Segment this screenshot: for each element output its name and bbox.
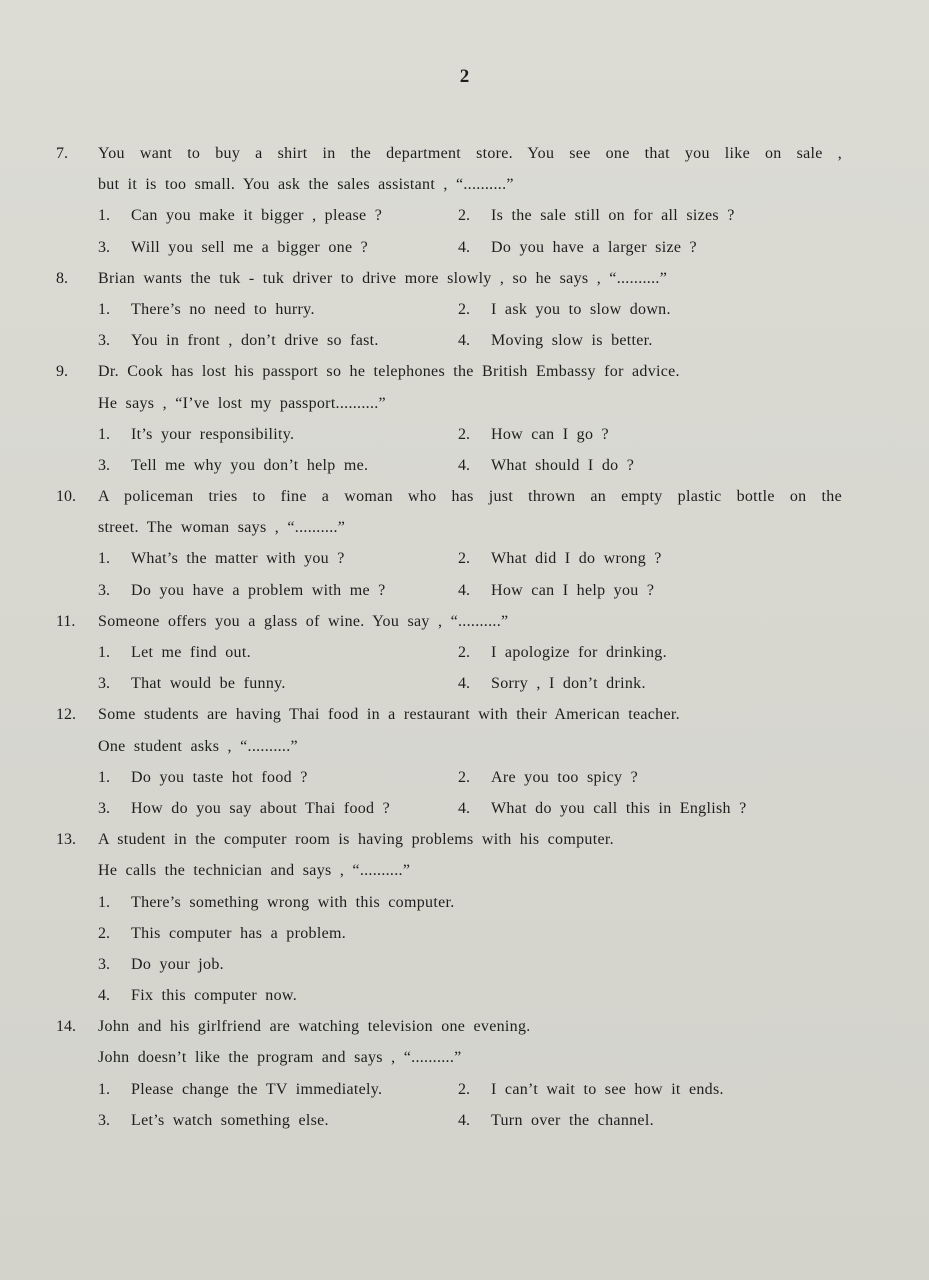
option: [98, 637, 251, 668]
option: [98, 575, 386, 606]
option: [458, 793, 747, 824]
option-number: 2.: [458, 1080, 470, 1098]
option: [458, 543, 662, 574]
question-text: John and his girlfriend are watching television one evening.: [98, 1018, 531, 1036]
option-text: Are you too spicy ?: [491, 768, 639, 786]
option-text: I ask you to slow down.: [491, 300, 671, 318]
question-14-line-1: [0, 1011, 929, 1042]
option: [98, 200, 382, 231]
option-number: 1.: [98, 425, 110, 443]
option: [98, 668, 286, 699]
question-13-line-1: [0, 824, 929, 855]
option: [98, 949, 224, 980]
option-number: 4.: [458, 581, 470, 599]
question-9-line-1: [0, 356, 929, 387]
option-number: 1.: [98, 1080, 110, 1098]
option-number: 4.: [458, 456, 470, 474]
option-number: 2.: [458, 644, 470, 661]
option-number: 2.: [98, 924, 110, 942]
question-14-line-2: [0, 1042, 929, 1073]
option-text: Turn over the channel.: [491, 1111, 654, 1129]
question-8-options-row-2: [0, 325, 929, 356]
question-14-options-row-1: [0, 1074, 929, 1105]
question-7-line-2: [0, 169, 929, 200]
question-text: A student in the computer room is having problems with his computer.: [98, 831, 614, 849]
option: [98, 419, 294, 450]
question-8-line-1: [0, 263, 929, 294]
option-number: 3.: [98, 799, 110, 817]
option: [458, 232, 697, 263]
option: [98, 1074, 382, 1105]
option: [98, 980, 297, 1011]
question-7-options-row-1: [0, 200, 929, 231]
question-number: 9.: [56, 363, 68, 381]
option-text: Please change the TV immediately.: [131, 1080, 383, 1098]
option: [98, 294, 315, 325]
option: [458, 762, 638, 793]
question-13-option-3: [0, 949, 929, 980]
option: [458, 575, 654, 606]
option-number: 1.: [98, 893, 110, 911]
option-text: Sorry , I don’t drink.: [491, 675, 646, 693]
option: [98, 1105, 329, 1136]
option-number: 3.: [98, 1111, 110, 1129]
question-text: A policeman tries to fine a woman who has just thrown an empty plastic bottle on the: [98, 488, 842, 506]
question-text: but it is too small. You ask the sales assistant , “..........”: [98, 176, 514, 194]
question-13-option-1: [0, 887, 929, 918]
option-number: 2.: [458, 207, 470, 225]
option-number: 3.: [98, 581, 110, 599]
question-number: 12.: [56, 706, 76, 724]
option-text: How do you say about Thai food ?: [131, 799, 391, 817]
option-text: Do you taste hot food ?: [131, 768, 308, 786]
option-number: 3.: [98, 456, 110, 474]
option-number: 4.: [458, 332, 470, 350]
option: [458, 419, 609, 450]
question-number: 7.: [56, 145, 68, 162]
option-text: What do you call this in English ?: [491, 799, 747, 817]
option: [98, 450, 368, 481]
question-text: John doesn’t like the program and says , “..........”: [98, 1049, 462, 1067]
option-number: 1.: [98, 300, 110, 318]
option: [98, 232, 368, 263]
question-7-line-1: [0, 138, 929, 169]
question-12-options-row-2: [0, 793, 929, 824]
option-number: 1.: [98, 207, 110, 225]
option-text: Do you have a larger size ?: [491, 238, 697, 256]
option: [458, 668, 646, 699]
option-text: Is the sale still on for all sizes ?: [491, 207, 735, 225]
question-text: Brian wants the tuk - tuk driver to drive more slowly , so he says , “..........”: [98, 269, 668, 287]
question-number: 10.: [56, 488, 76, 506]
option-number: 2.: [458, 300, 470, 318]
option: [458, 294, 671, 325]
option-number: 1.: [98, 550, 110, 568]
option-text: Can you make it bigger , please ?: [131, 207, 383, 225]
option: [458, 637, 667, 668]
option-text: What’s the matter with you ?: [131, 550, 345, 568]
option-text: It’s your responsibility.: [131, 425, 295, 443]
question-13-line-2: [0, 855, 929, 886]
question-8-options-row-1: [0, 294, 929, 325]
option-text: Fix this computer now.: [131, 987, 297, 1005]
question-text: He says , “I’ve lost my passport..........”: [98, 394, 386, 412]
question-10-line-2: [0, 512, 929, 543]
question-10-options-row-2: [0, 575, 929, 606]
question-text: Some students are having Thai food in a restaurant with their American teacher.: [98, 706, 680, 724]
option-number: 3.: [98, 955, 110, 973]
option-text: Will you sell me a bigger one ?: [131, 238, 369, 256]
option: [458, 325, 653, 356]
question-text: He calls the technician and says , “..........”: [98, 862, 411, 880]
option-number: 2.: [458, 425, 470, 443]
question-12-options-row-1: [0, 762, 929, 793]
question-12-line-2: [0, 731, 929, 762]
option: [458, 1074, 724, 1105]
option-text: Do your job.: [131, 955, 224, 973]
page-number: 2: [459, 66, 470, 87]
question-9-options-row-1: [0, 419, 929, 450]
option: [98, 793, 390, 824]
question-text: You want to buy a shirt in the department store. You see one that you like on sale ,: [98, 145, 842, 162]
question-7-options-row-2: [0, 232, 929, 263]
option-text: How can I go ?: [491, 425, 609, 443]
question-14-options-row-2: [0, 1105, 929, 1136]
question-text: street. The woman says , “..........”: [98, 519, 346, 537]
question-9-line-2: [0, 388, 929, 419]
question-11-options-row-2: [0, 668, 929, 699]
option-text: This computer has a problem.: [131, 924, 347, 942]
option-text: Let’s watch something else.: [131, 1111, 329, 1129]
option-number: 1.: [98, 768, 110, 786]
option: [458, 1105, 654, 1136]
option-number: 3.: [98, 675, 110, 693]
question-text: One student asks , “..........”: [98, 737, 298, 755]
question-13-option-2: [0, 918, 929, 949]
option-text: What did I do wrong ?: [491, 550, 662, 568]
question-text: Dr. Cook has lost his passport so he telephones the British Embassy for advice.: [98, 363, 680, 381]
option-text: How can I help you ?: [491, 581, 655, 599]
question-text: Someone offers you a glass of wine. You say , “..........”: [98, 612, 509, 630]
option-number: 3.: [98, 332, 110, 350]
option-text: There’s no need to hurry.: [131, 300, 315, 318]
option: [98, 325, 379, 356]
question-11-line-1: [0, 606, 929, 637]
option-number: 4.: [458, 675, 470, 693]
option-number: 2.: [458, 768, 470, 786]
option-text: I can’t wait to see how it ends.: [491, 1080, 724, 1098]
option: [458, 200, 735, 231]
option-text: Moving slow is better.: [491, 332, 653, 350]
option: [98, 762, 308, 793]
option-number: 2.: [458, 550, 470, 568]
option-text: You in front , don’t drive so fast.: [131, 332, 379, 350]
question-number: 8.: [56, 269, 68, 287]
option-text: Tell me why you don’t help me.: [131, 456, 369, 474]
question-number: 14.: [56, 1018, 76, 1036]
question-number: 13.: [56, 831, 76, 849]
option-text: There’s something wrong with this computer.: [131, 893, 455, 911]
option-text: Let me find out.: [131, 644, 251, 661]
question-10-options-row-1: [0, 543, 929, 574]
option-number: 3.: [98, 238, 110, 256]
option-text: I apologize for drinking.: [491, 644, 667, 661]
option-number: 4.: [458, 238, 470, 256]
option-number: 4.: [98, 987, 110, 1005]
question-11-options-row-1: [0, 637, 929, 668]
option-text: What should I do ?: [491, 456, 635, 474]
question-10-line-1: [0, 481, 929, 512]
option-number: 4.: [458, 799, 470, 817]
question-list: [0, 138, 929, 1136]
question-12-line-1: [0, 699, 929, 730]
question-9-options-row-2: [0, 450, 929, 481]
option-number: 4.: [458, 1111, 470, 1129]
option: [458, 450, 634, 481]
question-13-option-4: [0, 980, 929, 1011]
option: [98, 887, 455, 918]
question-number: 11.: [56, 612, 76, 630]
option-text: Do you have a problem with me ?: [131, 581, 386, 599]
option: [98, 543, 345, 574]
option: [98, 918, 346, 949]
option-text: That would be funny.: [131, 675, 286, 693]
option-number: 1.: [98, 644, 110, 661]
